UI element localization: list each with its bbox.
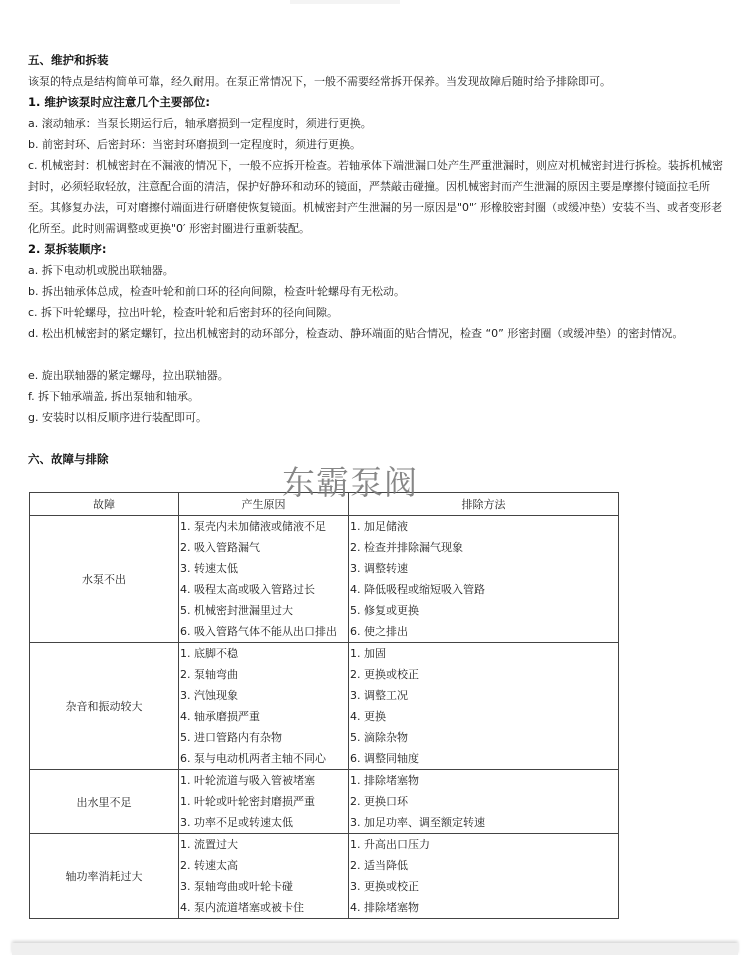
document-content — [28, 50, 728, 470]
fault-table — [29, 492, 619, 919]
remedy-item: 3. 调整转速 — [350, 562, 408, 575]
cause-item: 1. 泵壳内未加储液或储液不足 — [180, 520, 326, 533]
remedy-item: 1. 升高出口压力 — [350, 838, 430, 851]
remedy-item: 4. 降低吸程或缩短吸入管路 — [350, 583, 485, 596]
remedy-item: 5. 滴除杂物 — [350, 731, 408, 744]
table-row — [30, 770, 619, 834]
section6-title: 六、故障与排除 — [28, 452, 109, 466]
cause-item: 3. 功率不足或转速太低 — [180, 816, 293, 829]
remedy-item: 3. 更换或校正 — [350, 880, 419, 893]
remedy-item: 1. 排除堵塞物 — [350, 774, 419, 787]
cause-cell — [179, 516, 349, 643]
sub2-item-a: a. 拆下电动机或脱出联轴器。 — [28, 264, 174, 277]
cause-item: 4. 轴承磨损严重 — [180, 710, 260, 723]
remedy-cell — [349, 770, 619, 834]
sub2-item-b: b. 拆出轴承体总成，检查叶轮和前口环的径向间隙，检查叶轮螺母有无松动。 — [28, 285, 405, 298]
sub2-item-f: f. 拆下轴承端盖, 拆出泵轴和轴承。 — [28, 390, 200, 403]
remedy-item: 1. 加固 — [350, 647, 386, 660]
cause-item: 1. 叶轮流道与吸入管被堵塞 — [180, 774, 315, 787]
cause-item: 2. 吸入管路漏气 — [180, 541, 260, 554]
remedy-item: 4. 排除堵塞物 — [350, 901, 419, 914]
fault-cell: 轴功率消耗过大 — [30, 834, 179, 919]
remedy-item: 4. 更换 — [350, 710, 386, 723]
footer-bar — [12, 943, 738, 955]
cause-item: 1. 流置过大 — [180, 838, 238, 851]
remedy-cell — [349, 834, 619, 919]
cause-item: 1. 叶轮或叶轮密封磨损严重 — [180, 795, 315, 808]
remedy-cell — [349, 516, 619, 643]
sub2-item-g: g. 安装时以相反顺序进行装配即可。 — [28, 411, 207, 424]
cause-item: 3. 转速太低 — [180, 562, 238, 575]
top-edge-shadow — [290, 0, 400, 4]
cause-item: 2. 转速太高 — [180, 859, 238, 872]
header-fault: 故障 — [30, 493, 179, 516]
remedy-item: 5. 修复或更换 — [350, 604, 419, 617]
fault-cell: 出水里不足 — [30, 770, 179, 834]
remedy-item: 2. 更换口环 — [350, 795, 408, 808]
sub2-item-c: c. 拆下叶轮螺母，拉出叶轮，检查叶轮和后密封环的径向间隙。 — [28, 306, 339, 319]
sub1-item-a: a. 滚动轴承：当泵长期运行后，轴承磨损到一定程度时，须进行更换。 — [28, 117, 372, 130]
remedy-item: 6. 使之排出 — [350, 625, 408, 638]
sub1-item-c: c. 机械密封：机械密封在不漏液的情况下，一般不应拆开检查。若轴承体下端泄漏口处产生严重泄漏时，则应对机械密封进行拆检。装拆机械密封时，必须轻取轻放，注意配合面的清洁，保护好静环和动环的镜面，严禁敲击碰撞。因机械密封而产生泄漏的原因主要是摩擦付镜面拉毛所至。其修复办法，可对磨擦付端面进行研磨使恢复镜面。机械密封产生泄漏的另一原因是"0"′ 形橡胶密封圈（或缓冲垫）安装不当、或者变形老化所至。此时则需调整或更换"0′ 形密封圈进行重新装配。 — [28, 159, 724, 235]
sub1-title: 1. 维护该泵时应注意几个主要部位: — [28, 95, 210, 109]
cause-item: 6. 吸入管路气体不能从出口排出 — [180, 625, 337, 638]
cause-item: 4. 吸程太高或吸入管路过长 — [180, 583, 315, 596]
table-row — [30, 516, 619, 643]
cause-item: 3. 泵轴弯曲或叶轮卡碰 — [180, 880, 293, 893]
section5-title: 五、维护和拆装 — [28, 53, 109, 67]
table-row — [30, 643, 619, 770]
fault-cell: 杂音和振动较大 — [30, 643, 179, 770]
header-remedy: 排除方法 — [349, 493, 619, 516]
header-cause: 产生原因 — [179, 493, 349, 516]
remedy-item: 2. 检查并排除漏气现象 — [350, 541, 463, 554]
cause-item: 6. 泵与电动机两者主轴不同心 — [180, 752, 326, 765]
remedy-item: 2. 更换或校正 — [350, 668, 419, 681]
fault-cell: 水泵不出 — [30, 516, 179, 643]
remedy-item: 3. 加足功率、调至额定转速 — [350, 816, 485, 829]
cause-item: 5. 机械密封泄漏里过大 — [180, 604, 293, 617]
cause-cell — [179, 643, 349, 770]
cause-item: 4. 泵内流道堵塞或被卡住 — [180, 901, 304, 914]
cause-item: 1. 底脚不稳 — [180, 647, 238, 660]
cause-cell — [179, 770, 349, 834]
cause-cell — [179, 834, 349, 919]
remedy-item: 2. 适当降低 — [350, 859, 408, 872]
sub2-item-e: e. 旋出联轴器的紧定螺母，拉出联轴器。 — [28, 369, 229, 382]
cause-item: 2. 泵轴弯曲 — [180, 668, 238, 681]
watermark: 东霸泵阀 — [282, 463, 418, 502]
remedy-item: 1. 加足储液 — [350, 520, 408, 533]
sub2-item-d: d. 松出机械密封的紧定螺钉，拉出机械密封的动环部分，检查动、静环端面的贴合情况，检查 “0” 形密封圈（或缓冲垫）的密封情况。 — [28, 327, 684, 340]
cause-item: 5. 进口管路内有杂物 — [180, 731, 282, 744]
table-row — [30, 834, 619, 919]
sub1-item-b: b. 前密封环、后密封环：当密封环磨损到一定程度时，须进行更换。 — [28, 138, 361, 151]
sub2-title: 2. 泵拆装顺序: — [28, 242, 107, 256]
section5-intro: 该泵的特点是结构简单可靠，经久耐用。在泵正常情况下，一般不需要经常拆开保养。当发现故障后随时给予排除即可。 — [28, 75, 611, 88]
remedy-item: 6. 调整同轴度 — [350, 752, 419, 765]
remedy-item: 3. 调整工况 — [350, 689, 408, 702]
cause-item: 3. 汽蚀现象 — [180, 689, 238, 702]
remedy-cell — [349, 643, 619, 770]
